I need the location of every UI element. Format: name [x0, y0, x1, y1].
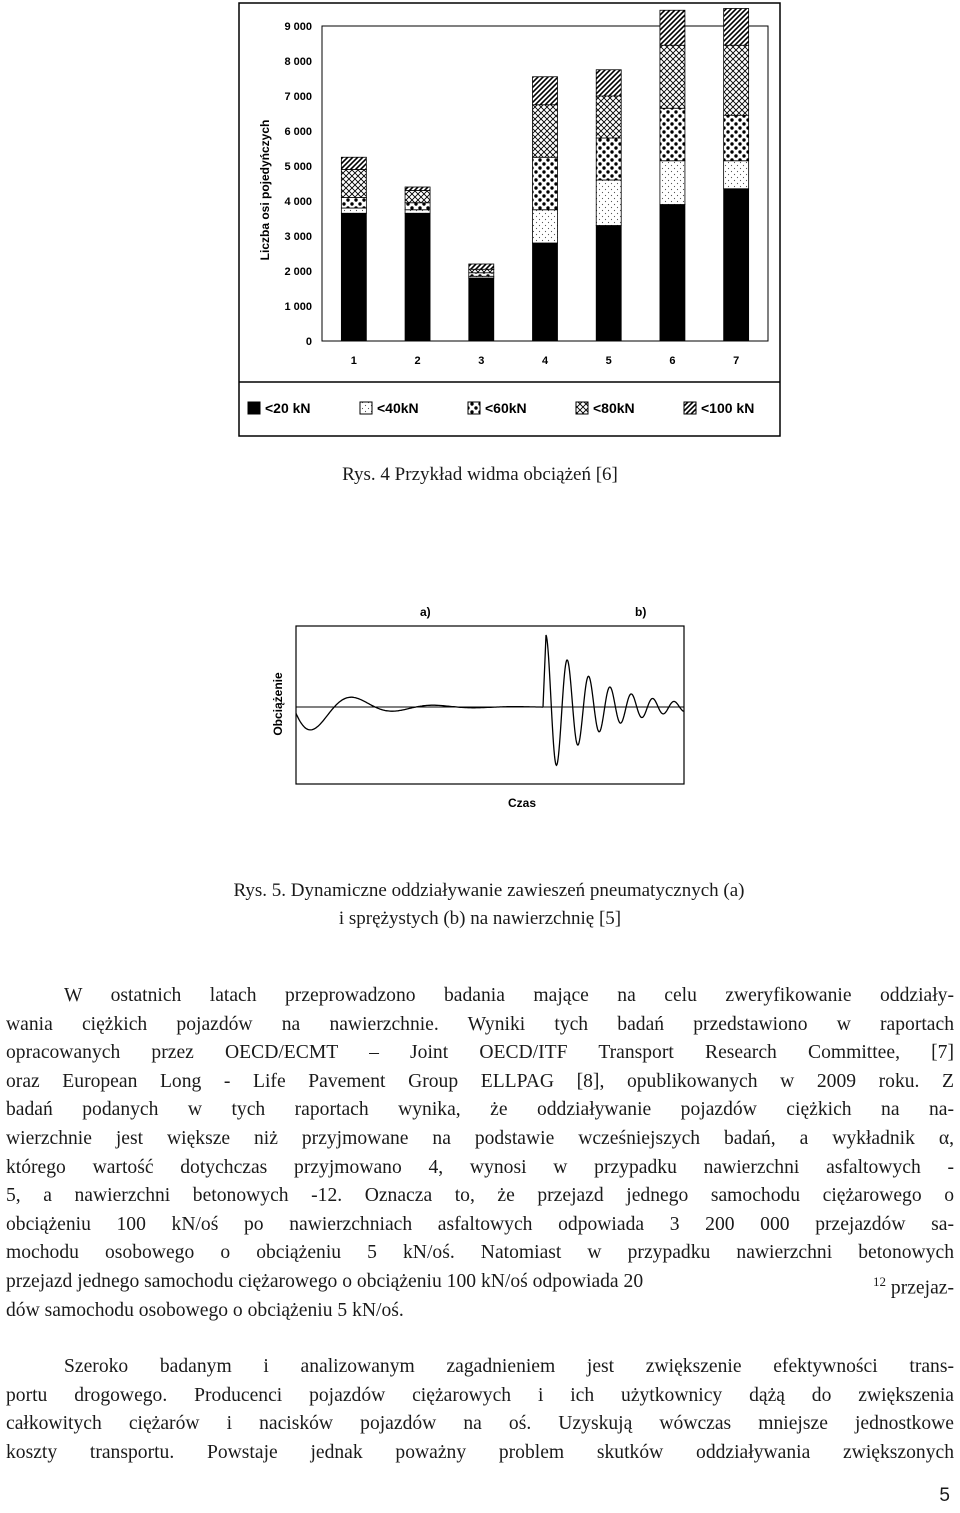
paragraph-line: mochodu osobowego o obciążeniu 5 kN/oś. Natomiast w przypadku nawierzchni betonowych	[6, 1242, 954, 1264]
figure-4-caption: Rys. 4 Przykład widma obciążeń [6]	[342, 464, 618, 485]
figure-5-caption	[0, 880, 960, 930]
paragraph-line: wierzchnie jest większe niż przyjmowane na podstawie wcześniejszych badań, a wykładnik α,	[6, 1127, 954, 1149]
bar-segment	[724, 9, 749, 46]
bar-segment	[596, 138, 621, 180]
x-tick-label: 4	[541, 355, 549, 367]
paragraph-line: portu drogowego. Producenci pojazdów ciężarowych i ich użytkownicy dążą do zwiększenia	[6, 1384, 954, 1406]
exponent: 12	[873, 1273, 887, 1289]
bar-segment	[596, 180, 621, 226]
bar-segment	[724, 115, 749, 161]
bar-segment	[405, 213, 430, 341]
bar-segment	[660, 161, 685, 205]
bar-segment	[724, 189, 749, 341]
legend-label: <20 kN	[265, 400, 311, 416]
paragraph-line: całkowitych ciężarów i nacisków pojazdów na oś. Uzyskują wówczas mniejsze jednostkowe	[6, 1413, 954, 1435]
legend-swatch	[684, 402, 696, 414]
y-axis-label: Liczba osi pojedyńczych	[258, 119, 272, 261]
bar-segment	[405, 191, 430, 203]
paragraph-2	[6, 1353, 954, 1467]
x-tick-label: 5	[605, 355, 612, 367]
bar-segment	[469, 269, 494, 273]
y-tick-label: 2 000	[284, 266, 312, 278]
bar-segment	[724, 45, 749, 115]
axle-load-spectrum-chart	[238, 2, 782, 438]
bar-segment	[660, 108, 685, 161]
paragraph-line: Szeroko badanym i analizowanym zagadnieniem jest zwiększenie efektywności trans-	[64, 1356, 954, 1377]
paragraph-line-with-exponent	[6, 1268, 954, 1297]
bar-segment	[533, 243, 558, 341]
paragraph-line: koszty transportu. Powstaje jednak poważny problem skutków oddziaływania zwiększonych	[6, 1441, 954, 1463]
y-tick-label: 9 000	[284, 21, 312, 33]
x-tick-label: 6	[669, 355, 676, 367]
bar-segment	[533, 157, 558, 210]
legend-swatch	[576, 402, 588, 414]
bar-segment	[405, 210, 430, 214]
y-tick-label: 6 000	[284, 126, 312, 138]
paragraph-line: 5, a nawierzchni betonowych -12. Oznacza to, że przejazd jednego samochodu ciężarowego o	[6, 1185, 954, 1207]
annotation-a: a)	[420, 605, 431, 619]
page-number: 5	[939, 1485, 950, 1506]
bar-segment	[341, 170, 366, 198]
paragraph-line: oraz European Long - Life Pavement Group ELLPAG [8], opublikowanych w 2009 roku. Z	[6, 1070, 954, 1092]
legend-label: <40kN	[377, 400, 419, 416]
bar-segment	[469, 278, 494, 341]
x-tick-label: 7	[733, 355, 740, 367]
bar-segment	[469, 264, 494, 269]
y-tick-label: 4 000	[284, 196, 312, 208]
bar-segment	[533, 210, 558, 243]
y-tick-label: 7 000	[284, 91, 312, 103]
plot-frame	[296, 626, 684, 784]
bar-segment	[341, 213, 366, 341]
y-axis-label: Obciążenie	[271, 672, 285, 736]
y-tick-label: 0	[305, 336, 312, 348]
bar-segment	[596, 70, 621, 96]
bar-segment	[533, 105, 558, 158]
legend-label: <60kN	[485, 400, 527, 416]
bar-segment	[469, 273, 494, 277]
x-tick-label: 1	[350, 355, 357, 367]
annotation-b: b)	[635, 605, 647, 619]
bar-segment	[596, 226, 621, 342]
bar-segment	[405, 203, 430, 210]
legend-label: <80kN	[593, 400, 635, 416]
x-tick-label: 2	[414, 355, 421, 367]
legend-swatch	[468, 402, 480, 414]
x-tick-label: 3	[478, 355, 485, 367]
line-text: przejazd jednego samochodu ciężarowego o obciążeniu 100 kN/oś odpowiada 20	[6, 1270, 644, 1292]
chart-frame	[239, 3, 780, 436]
y-tick-label: 5 000	[284, 161, 312, 173]
paragraph-line: dów samochodu osobowego o obciążeniu 5 kN/oś.	[6, 1299, 404, 1321]
paragraph-line: którego wartość dotychczas przyjmowano 4, wynosi w przypadku nawierzchni asfaltowych -	[6, 1156, 954, 1178]
bar-segment	[660, 205, 685, 342]
bar-segment	[596, 96, 621, 138]
caption-line-2: i sprężystych (b) na nawierzchnię [5]	[338, 908, 622, 929]
series-b-spring	[543, 635, 684, 765]
x-axis-label: Czas	[507, 796, 537, 810]
paragraph-1	[6, 982, 954, 1325]
bar-segment	[533, 77, 558, 105]
paragraph-line: wania ciężkich pojazdów na nawierzchnie. Wyniki tych badań przedstawiono w raportach	[6, 1013, 954, 1035]
y-tick-label: 1 000	[284, 301, 312, 313]
bar-segment	[341, 157, 366, 169]
legend-swatch	[248, 402, 260, 414]
legend-label: <100 kN	[701, 400, 755, 416]
bar-segment	[724, 161, 749, 189]
bar-segment	[660, 45, 685, 108]
y-tick-label: 8 000	[284, 56, 312, 68]
paragraph-line: obciążeniu 100 kN/oś po nawierzchniach asfaltowych odpowiada 3 200 000 przejazdów sa-	[6, 1213, 954, 1235]
caption-line-1: Rys. 5. Dynamiczne oddziaływanie zawieszeń pneumatycznych (a)	[233, 880, 745, 901]
line-end: przejaz-	[886, 1277, 954, 1299]
paragraph-line: opracowanych przez OECD/ECMT – Joint OECD/ITF Transport Research Committee, [7]	[6, 1042, 954, 1064]
bar-segment	[341, 198, 366, 209]
paragraph-line: W ostatnich latach przeprowadzono badania mające na celu zweryfikowanie oddziały-	[64, 985, 954, 1006]
series-a-pneumatic	[296, 697, 543, 730]
paragraph-line: badań podanych w tych raportach wynika, że oddziaływanie pojazdów ciężkich na na-	[6, 1099, 954, 1121]
y-tick-label: 3 000	[284, 231, 312, 243]
dynamic-load-chart	[268, 600, 688, 815]
bar-segment	[341, 208, 366, 213]
bar-segment	[405, 187, 430, 191]
bar-segment	[660, 10, 685, 45]
legend-swatch	[360, 402, 372, 414]
